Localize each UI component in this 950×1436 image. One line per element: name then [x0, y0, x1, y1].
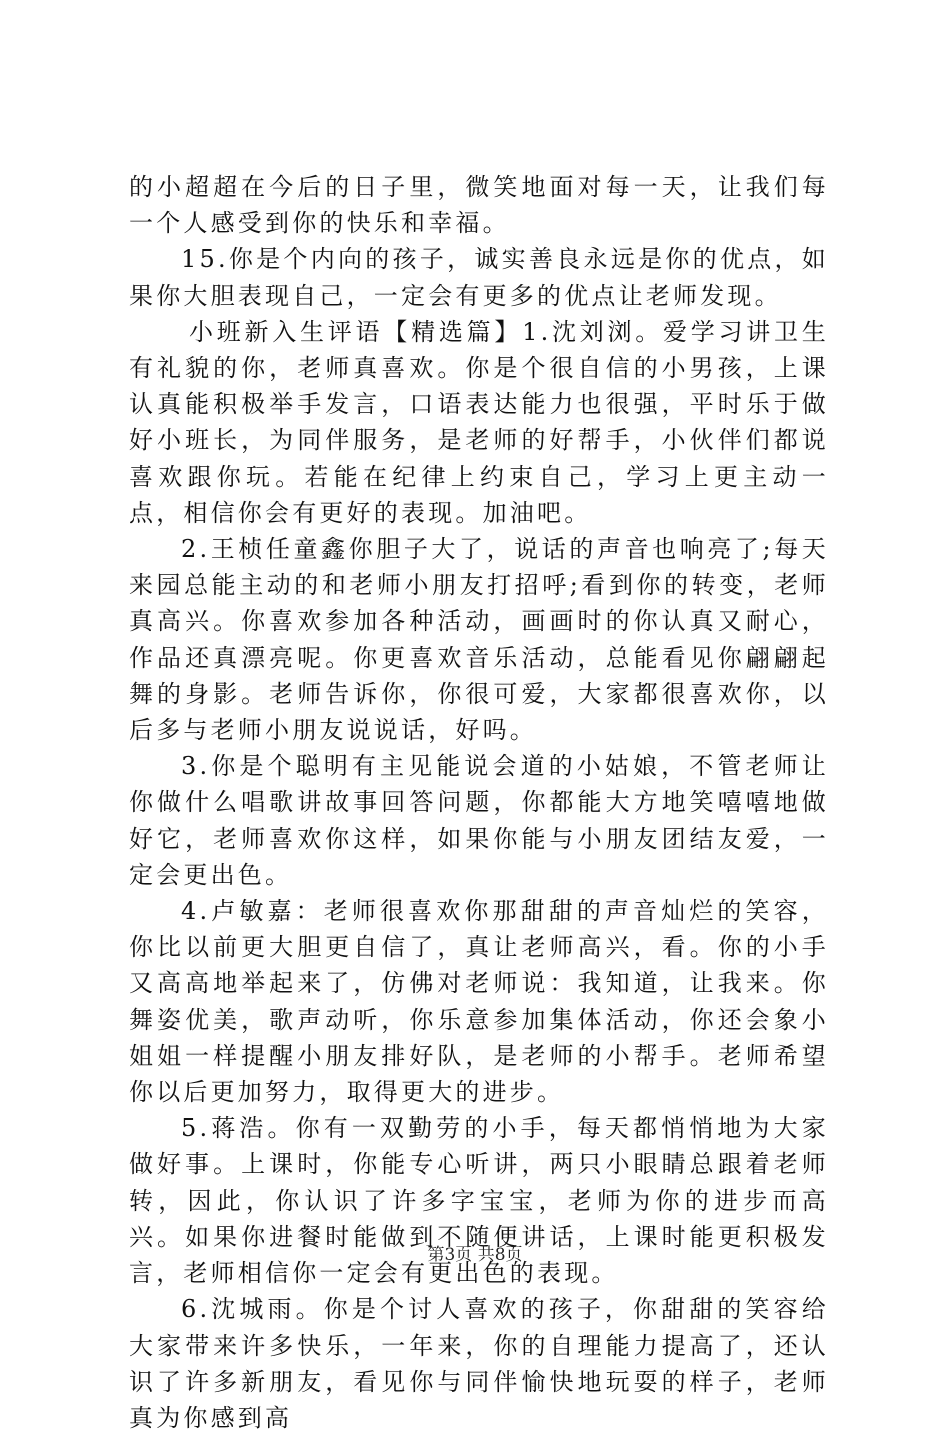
page-footer: 第3页 共8页: [427, 1245, 523, 1265]
paragraph-continuation: 的小超超在今后的日子里，微笑地面对每一天，让我们每一个人感受到你的快乐和幸福。: [129, 173, 829, 238]
paragraph-item-15: 15.你是个内向的孩子，诚实善良永远是你的优点，如果你大胆表现自己，一定会有更多的优点让老师发现。: [129, 245, 829, 310]
paragraph-item-3: 3.你是个聪明有主见能说会道的小姑娘，不管老师让你做什么唱歌讲故事回答问题，你都能大方地笑嘻嘻地做好它，老师喜欢你这样，如果你能与小朋友团结友爱，一定会更出色。: [129, 752, 829, 889]
paragraph-item-6: 6.沈城雨。你是个讨人喜欢的孩子，你甜甜的笑容给大家带来许多快乐，一年来，你的自理能力提高了，还认识了许多新朋友，看见你与同伴愉快地玩耍的样子，老师真为你感到高: [129, 1295, 829, 1432]
paragraph-section-heading: 小班新入生评语【精选篇】1.沈刘浏。爱学习讲卫生有礼貌的你，老师真喜欢。你是个很自信的小男孩，上课认真能积极举手发言，口语表达能力也很强，平时乐于做好小班长，为同伴服务，是老师的好帮手，小伙伴们都说喜欢跟你玩。若能在纪律上约束自己，学习上更主动一点，相信你会有更好的表现。加油吧。: [129, 317, 829, 527]
paragraph-item-2: 2.王桢任童鑫你胆子大了，说话的声音也响亮了;每天来园总能主动的和老师小朋友打招呼;看到你的转变，老师真高兴。你喜欢参加各种活动，画画时的你认真又耐心，作品还真漂亮呢。你更喜欢音乐活动，总能看见你翩翩起舞的身影。老师告诉你，你很可爱，大家都很喜欢你，以后多与老师小朋友说说话，好吗。: [129, 535, 829, 745]
paragraph-item-5: 5.蒋浩。你有一双勤劳的小手，每天都悄悄地为大家做好事。上课时，你能专心听讲，两只小眼睛总跟着老师转，因此，你认识了许多字宝宝，老师为你的进步而高兴。如果你进餐时能做到不随便讲话，上课时能更积极发言，老师相信你一定会有更出色的表现。: [129, 1114, 829, 1288]
paragraph-item-4: 4.卢敏嘉：老师很喜欢你那甜甜的声音灿烂的笑容，你比以前更大胆更自信了，真让老师高兴，看。你的小手又高高地举起来了，仿佛对老师说：我知道，让我来。你舞姿优美，歌声动听，你乐意参加集体活动，你还会象小姐姐一样提醒小朋友排好队，是老师的小帮手。老师希望你以后更加努力，取得更大的进步。: [129, 897, 829, 1107]
